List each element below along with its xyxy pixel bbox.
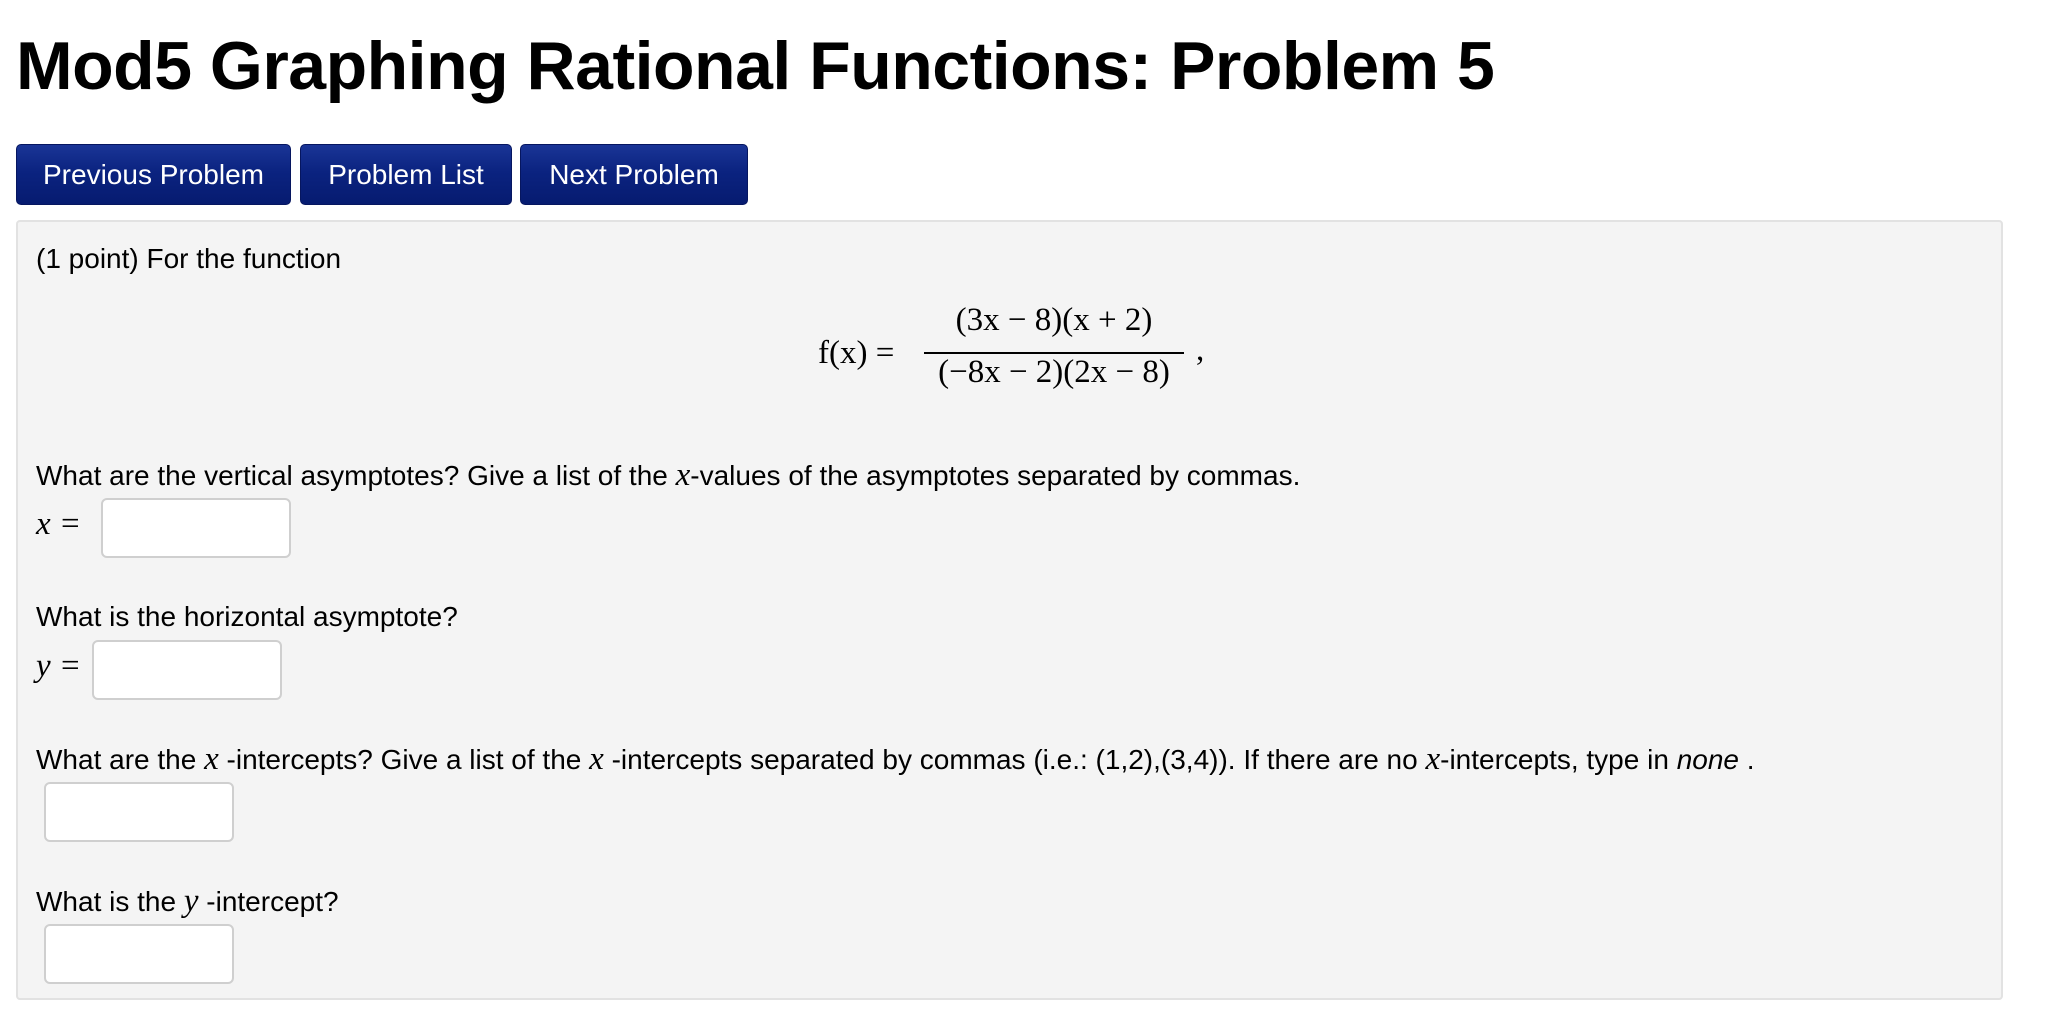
problem-intro: (1 point) For the function xyxy=(36,243,342,274)
question-text: -intercepts? Give a list of the xyxy=(226,744,582,775)
vertical-asymptotes-input[interactable] xyxy=(101,498,291,558)
y-intercept-input[interactable] xyxy=(44,924,234,984)
vertical-asymptote-label xyxy=(36,506,81,543)
question-text: -intercepts, type in xyxy=(1440,744,1669,775)
question-text: . xyxy=(1746,744,1755,775)
question-text: -intercepts separated by commas (i.e.: (1,2),(3,4)). If there are no xyxy=(611,744,1418,775)
math-variable: x xyxy=(589,741,604,777)
question-x-intercepts xyxy=(36,742,1755,777)
x-intercepts-input[interactable] xyxy=(44,782,234,842)
page-title: Mod5 Graphing Rational Functions: Problem 5 xyxy=(16,28,1495,104)
previous-problem-button[interactable]: Previous Problem xyxy=(16,144,291,205)
next-problem-button[interactable]: Next Problem xyxy=(520,144,748,205)
formula-trailing-comma: , xyxy=(1196,332,1205,368)
function-formula xyxy=(818,302,1238,402)
question-text: What are the vertical asymptotes? Give a list of the xyxy=(36,460,668,491)
math-variable: x xyxy=(675,457,691,493)
math-variable: y xyxy=(183,883,199,919)
question-y-intercept xyxy=(36,884,339,919)
question-vertical-asymptotes xyxy=(36,458,1300,493)
math-variable: x xyxy=(1425,741,1441,777)
problem-list-button[interactable]: Problem List xyxy=(300,144,512,205)
formula-numerator: (3x − 8)(x + 2) xyxy=(955,302,1153,338)
horizontal-asymptote-input[interactable] xyxy=(92,640,282,700)
math-variable: x xyxy=(204,741,219,777)
answer-label: x = xyxy=(36,506,82,542)
formula-lhs: f(x) = xyxy=(818,335,895,371)
question-text: -intercept? xyxy=(206,886,339,917)
formula-denominator: (−8x − 2)(2x − 8) xyxy=(938,354,1170,390)
answer-label: y = xyxy=(36,648,82,684)
question-text: What are the xyxy=(36,744,197,775)
none-keyword: none xyxy=(1676,744,1739,775)
horizontal-asymptote-label xyxy=(36,648,81,685)
question-horizontal-asymptote: What is the horizontal asymptote? xyxy=(36,601,458,632)
question-text: What is the xyxy=(36,886,177,917)
question-text: -values of the asymptotes separated by commas. xyxy=(690,460,1301,491)
problem-body xyxy=(16,220,2003,1000)
